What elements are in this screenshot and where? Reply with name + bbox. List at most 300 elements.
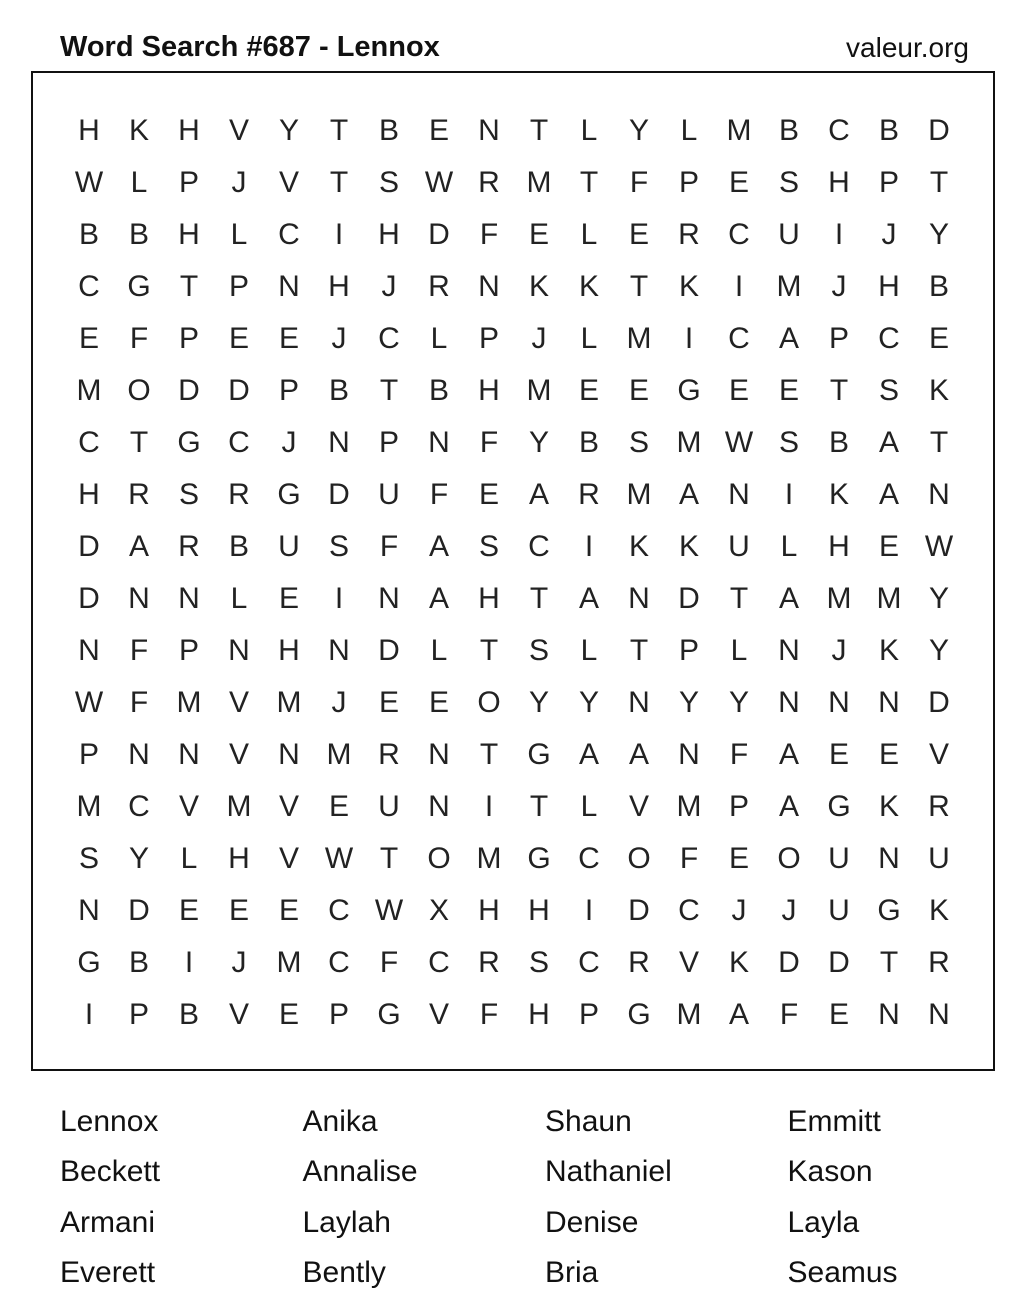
grid-letter[interactable]: J <box>831 634 847 667</box>
grid-letter[interactable]: H <box>478 374 500 407</box>
grid-letter[interactable]: R <box>228 478 250 511</box>
grid-letter[interactable]: S <box>378 166 399 199</box>
grid-letter[interactable]: N <box>178 738 200 771</box>
grid-letter[interactable]: R <box>128 478 150 511</box>
grid-letter[interactable]: C <box>578 946 600 979</box>
grid-letter[interactable]: Y <box>528 426 549 459</box>
grid-letter[interactable]: C <box>278 218 300 251</box>
grid-letter[interactable]: H <box>478 582 500 615</box>
grid-letter[interactable]: F <box>379 530 399 563</box>
grid-letter[interactable]: I <box>684 322 694 355</box>
grid-letter[interactable]: Y <box>928 582 949 615</box>
grid-letter[interactable]: S <box>478 530 499 563</box>
grid-letter[interactable]: S <box>328 530 349 563</box>
grid-letter[interactable]: O <box>477 686 501 719</box>
grid-letter[interactable]: U <box>778 218 800 251</box>
grid-letter[interactable]: B <box>228 530 249 563</box>
grid-letter[interactable]: J <box>531 322 547 355</box>
grid-letter[interactable]: I <box>184 946 194 979</box>
grid-letter[interactable]: A <box>578 738 599 771</box>
grid-letter[interactable]: D <box>928 114 950 147</box>
grid-letter[interactable]: F <box>479 998 499 1031</box>
grid-letter[interactable]: K <box>728 946 749 979</box>
grid-letter[interactable]: A <box>578 582 599 615</box>
grid-letter[interactable]: F <box>779 998 799 1031</box>
grid-letter[interactable]: B <box>378 114 399 147</box>
grid-letter[interactable]: E <box>728 842 749 875</box>
grid-letter[interactable]: E <box>878 738 899 771</box>
grid-letter[interactable]: V <box>928 738 949 771</box>
grid-letter[interactable]: C <box>328 894 350 927</box>
grid-letter[interactable]: E <box>378 686 399 719</box>
grid-letter[interactable]: U <box>828 842 850 875</box>
grid-letter[interactable]: N <box>628 686 650 719</box>
grid-letter[interactable]: T <box>379 842 399 875</box>
grid-letter[interactable]: T <box>879 946 899 979</box>
grid-letter[interactable]: T <box>179 270 199 303</box>
grid-letter[interactable]: V <box>628 790 649 823</box>
grid-letter[interactable]: L <box>730 634 748 667</box>
grid-letter[interactable]: H <box>478 894 500 927</box>
grid-letter[interactable]: T <box>529 114 549 147</box>
grid-letter[interactable]: D <box>678 582 700 615</box>
grid-letter[interactable]: G <box>677 374 701 407</box>
grid-letter[interactable]: C <box>678 894 700 927</box>
grid-letter[interactable]: S <box>78 842 99 875</box>
grid-letter[interactable]: A <box>878 426 899 459</box>
grid-letter[interactable]: E <box>478 478 499 511</box>
grid-letter[interactable]: C <box>128 790 150 823</box>
grid-letter[interactable]: C <box>828 114 850 147</box>
grid-letter[interactable]: H <box>878 270 900 303</box>
grid-letter[interactable]: T <box>579 166 599 199</box>
grid-letter[interactable]: H <box>278 634 300 667</box>
grid-letter[interactable]: C <box>528 530 550 563</box>
grid-letter[interactable]: F <box>129 686 149 719</box>
grid-letter[interactable]: F <box>729 738 749 771</box>
grid-letter[interactable]: N <box>628 582 650 615</box>
grid-letter[interactable]: M <box>626 322 652 355</box>
grid-letter[interactable]: B <box>928 270 949 303</box>
grid-letter[interactable]: L <box>130 166 148 199</box>
grid-letter[interactable]: P <box>178 322 199 355</box>
grid-letter[interactable]: G <box>277 478 301 511</box>
grid-letter[interactable]: D <box>328 478 350 511</box>
grid-letter[interactable]: M <box>676 790 702 823</box>
grid-letter[interactable]: C <box>78 270 100 303</box>
grid-letter[interactable]: E <box>528 218 549 251</box>
grid-letter[interactable]: J <box>281 426 297 459</box>
grid-letter[interactable]: O <box>427 842 451 875</box>
grid-letter[interactable]: N <box>328 634 350 667</box>
grid-letter[interactable]: J <box>231 946 247 979</box>
grid-letter[interactable]: R <box>178 530 200 563</box>
grid-letter[interactable]: R <box>428 270 450 303</box>
grid-letter[interactable]: N <box>928 998 950 1031</box>
grid-letter[interactable]: A <box>628 738 649 771</box>
grid-letter[interactable]: N <box>378 582 400 615</box>
grid-letter[interactable]: K <box>878 634 899 667</box>
grid-letter[interactable]: D <box>828 946 850 979</box>
grid-letter[interactable]: A <box>778 738 799 771</box>
grid-letter[interactable]: J <box>381 270 397 303</box>
grid-letter[interactable]: C <box>728 218 750 251</box>
grid-letter[interactable]: L <box>230 582 248 615</box>
grid-letter[interactable]: V <box>278 790 299 823</box>
grid-letter[interactable]: A <box>528 478 549 511</box>
grid-letter[interactable]: D <box>78 530 100 563</box>
grid-letter[interactable]: L <box>180 842 198 875</box>
grid-letter[interactable]: M <box>776 270 802 303</box>
grid-letter[interactable]: P <box>878 166 899 199</box>
grid-letter[interactable]: W <box>324 842 354 875</box>
grid-letter[interactable]: E <box>728 374 749 407</box>
grid-letter[interactable]: D <box>928 686 950 719</box>
grid-letter[interactable]: N <box>478 114 500 147</box>
grid-letter[interactable]: P <box>578 998 599 1031</box>
grid-letter[interactable]: I <box>334 218 344 251</box>
grid-letter[interactable]: N <box>428 426 450 459</box>
grid-letter[interactable]: K <box>678 270 699 303</box>
grid-letter[interactable]: X <box>428 894 449 927</box>
grid-letter[interactable]: J <box>331 322 347 355</box>
grid-letter[interactable]: A <box>428 582 449 615</box>
grid-letter[interactable]: E <box>228 894 249 927</box>
grid-letter[interactable]: E <box>278 582 299 615</box>
grid-letter[interactable]: K <box>578 270 599 303</box>
grid-letter[interactable]: G <box>877 894 901 927</box>
grid-letter[interactable]: L <box>430 322 448 355</box>
grid-letter[interactable]: H <box>528 894 550 927</box>
grid-letter[interactable]: M <box>276 686 302 719</box>
grid-letter[interactable]: E <box>828 998 849 1031</box>
grid-letter[interactable]: M <box>676 998 702 1031</box>
grid-letter[interactable]: B <box>128 946 149 979</box>
grid-letter[interactable]: H <box>178 218 200 251</box>
grid-letter[interactable]: J <box>331 686 347 719</box>
grid-letter[interactable]: D <box>178 374 200 407</box>
grid-letter[interactable]: N <box>778 634 800 667</box>
grid-letter[interactable]: L <box>580 634 598 667</box>
grid-letter[interactable]: Y <box>528 686 549 719</box>
grid-letter[interactable]: T <box>329 114 349 147</box>
grid-letter[interactable]: J <box>831 270 847 303</box>
grid-letter[interactable]: Y <box>628 114 649 147</box>
grid-letter[interactable]: J <box>231 166 247 199</box>
grid-letter[interactable]: K <box>878 790 899 823</box>
grid-letter[interactable]: H <box>828 166 850 199</box>
grid-letter[interactable]: J <box>881 218 897 251</box>
grid-letter[interactable]: P <box>728 790 749 823</box>
grid-letter[interactable]: I <box>734 270 744 303</box>
grid-letter[interactable]: A <box>428 530 449 563</box>
grid-letter[interactable]: H <box>828 530 850 563</box>
grid-letter[interactable]: E <box>878 530 899 563</box>
grid-letter[interactable]: S <box>778 166 799 199</box>
grid-letter[interactable]: P <box>128 998 149 1031</box>
grid-letter[interactable]: U <box>828 894 850 927</box>
grid-letter[interactable]: B <box>578 426 599 459</box>
grid-letter[interactable]: A <box>778 322 799 355</box>
grid-letter[interactable]: H <box>78 114 100 147</box>
grid-letter[interactable]: W <box>724 426 754 459</box>
grid-letter[interactable]: L <box>230 218 248 251</box>
grid-letter[interactable]: T <box>479 634 499 667</box>
grid-letter[interactable]: Y <box>928 634 949 667</box>
grid-letter[interactable]: M <box>526 374 552 407</box>
grid-letter[interactable]: R <box>378 738 400 771</box>
grid-letter[interactable]: D <box>378 634 400 667</box>
grid-letter[interactable]: U <box>928 842 950 875</box>
grid-letter[interactable]: N <box>928 478 950 511</box>
grid-letter[interactable]: M <box>276 946 302 979</box>
grid-letter[interactable]: D <box>628 894 650 927</box>
grid-letter[interactable]: H <box>78 478 100 511</box>
grid-letter[interactable]: F <box>379 946 399 979</box>
grid-letter[interactable]: M <box>726 114 752 147</box>
grid-letter[interactable]: V <box>228 686 249 719</box>
grid-letter[interactable]: P <box>678 634 699 667</box>
grid-letter[interactable]: C <box>78 426 100 459</box>
grid-letter[interactable]: R <box>628 946 650 979</box>
grid-letter[interactable]: Y <box>578 686 599 719</box>
grid-letter[interactable]: S <box>528 634 549 667</box>
grid-letter[interactable]: G <box>77 946 101 979</box>
grid-letter[interactable]: W <box>74 686 104 719</box>
grid-letter[interactable]: T <box>729 582 749 615</box>
grid-letter[interactable]: N <box>428 790 450 823</box>
grid-letter[interactable]: W <box>424 166 454 199</box>
grid-letter[interactable]: V <box>278 166 299 199</box>
grid-letter[interactable]: E <box>278 322 299 355</box>
grid-letter[interactable]: G <box>127 270 151 303</box>
grid-letter[interactable]: R <box>478 946 500 979</box>
grid-letter[interactable]: A <box>778 582 799 615</box>
grid-letter[interactable]: N <box>278 270 300 303</box>
grid-letter[interactable]: Y <box>678 686 699 719</box>
grid-letter[interactable]: E <box>178 894 199 927</box>
grid-letter[interactable]: U <box>728 530 750 563</box>
grid-letter[interactable]: U <box>278 530 300 563</box>
grid-letter[interactable]: N <box>128 738 150 771</box>
grid-letter[interactable]: K <box>928 894 949 927</box>
grid-letter[interactable]: M <box>76 790 102 823</box>
grid-letter[interactable]: C <box>378 322 400 355</box>
grid-letter[interactable]: M <box>526 166 552 199</box>
grid-letter[interactable]: L <box>580 322 598 355</box>
grid-letter[interactable]: C <box>878 322 900 355</box>
grid-letter[interactable]: I <box>334 582 344 615</box>
grid-letter[interactable]: Y <box>728 686 749 719</box>
grid-letter[interactable]: I <box>484 790 494 823</box>
grid-letter[interactable]: S <box>628 426 649 459</box>
grid-letter[interactable]: D <box>228 374 250 407</box>
grid-letter[interactable]: E <box>778 374 799 407</box>
grid-letter[interactable]: P <box>678 166 699 199</box>
grid-letter[interactable]: B <box>778 114 799 147</box>
grid-letter[interactable]: V <box>228 114 249 147</box>
grid-letter[interactable]: M <box>476 842 502 875</box>
grid-letter[interactable]: G <box>827 790 851 823</box>
grid-letter[interactable]: T <box>629 270 649 303</box>
grid-letter[interactable]: T <box>829 374 849 407</box>
grid-letter[interactable]: R <box>928 790 950 823</box>
grid-letter[interactable]: J <box>781 894 797 927</box>
grid-letter[interactable]: H <box>178 114 200 147</box>
grid-letter[interactable]: A <box>878 478 899 511</box>
grid-letter[interactable]: Y <box>278 114 299 147</box>
grid-letter[interactable]: G <box>527 842 551 875</box>
grid-letter[interactable]: N <box>878 998 900 1031</box>
grid-letter[interactable]: M <box>76 374 102 407</box>
grid-letter[interactable]: H <box>378 218 400 251</box>
grid-letter[interactable]: E <box>78 322 99 355</box>
grid-letter[interactable]: T <box>529 582 549 615</box>
grid-letter[interactable]: N <box>428 738 450 771</box>
grid-letter[interactable]: C <box>428 946 450 979</box>
grid-letter[interactable]: S <box>528 946 549 979</box>
grid-letter[interactable]: V <box>428 998 449 1031</box>
grid-letter[interactable]: E <box>278 894 299 927</box>
grid-letter[interactable]: O <box>777 842 801 875</box>
grid-letter[interactable]: L <box>580 218 598 251</box>
grid-letter[interactable]: B <box>328 374 349 407</box>
grid-letter[interactable]: K <box>628 530 649 563</box>
grid-letter[interactable]: G <box>527 738 551 771</box>
grid-letter[interactable]: C <box>228 426 250 459</box>
grid-letter[interactable]: N <box>828 686 850 719</box>
grid-letter[interactable]: T <box>929 166 949 199</box>
grid-letter[interactable]: E <box>428 114 449 147</box>
grid-letter[interactable]: M <box>326 738 352 771</box>
grid-letter[interactable]: U <box>378 790 400 823</box>
grid-letter[interactable]: I <box>84 998 94 1031</box>
grid-letter[interactable]: G <box>377 998 401 1031</box>
grid-letter[interactable]: P <box>378 426 399 459</box>
grid-letter[interactable]: M <box>626 478 652 511</box>
grid-letter[interactable]: I <box>834 218 844 251</box>
grid-letter[interactable]: R <box>678 218 700 251</box>
grid-letter[interactable]: N <box>278 738 300 771</box>
grid-letter[interactable]: N <box>878 842 900 875</box>
grid-letter[interactable]: B <box>178 998 199 1031</box>
grid-letter[interactable]: S <box>778 426 799 459</box>
grid-letter[interactable]: Y <box>928 218 949 251</box>
grid-letter[interactable]: K <box>828 478 849 511</box>
grid-letter[interactable]: C <box>578 842 600 875</box>
grid-letter[interactable]: T <box>129 426 149 459</box>
grid-letter[interactable]: E <box>728 166 749 199</box>
grid-letter[interactable]: I <box>584 530 594 563</box>
grid-letter[interactable]: L <box>780 530 798 563</box>
grid-letter[interactable]: N <box>328 426 350 459</box>
grid-letter[interactable]: A <box>778 790 799 823</box>
grid-letter[interactable]: L <box>580 790 598 823</box>
grid-letter[interactable]: R <box>578 478 600 511</box>
grid-letter[interactable]: K <box>678 530 699 563</box>
grid-letter[interactable]: F <box>629 166 649 199</box>
grid-letter[interactable]: P <box>178 634 199 667</box>
grid-letter[interactable]: H <box>528 998 550 1031</box>
grid-letter[interactable]: P <box>828 322 849 355</box>
grid-letter[interactable]: U <box>378 478 400 511</box>
grid-letter[interactable]: D <box>78 582 100 615</box>
grid-letter[interactable]: E <box>628 218 649 251</box>
grid-letter[interactable]: N <box>78 634 100 667</box>
grid-letter[interactable]: S <box>178 478 199 511</box>
grid-letter[interactable]: W <box>924 530 954 563</box>
grid-letter[interactable]: L <box>680 114 698 147</box>
grid-letter[interactable]: P <box>328 998 349 1031</box>
grid-letter[interactable]: T <box>329 166 349 199</box>
grid-letter[interactable]: L <box>580 114 598 147</box>
grid-letter[interactable]: I <box>784 478 794 511</box>
grid-letter[interactable]: H <box>328 270 350 303</box>
grid-letter[interactable]: F <box>129 322 149 355</box>
grid-letter[interactable]: Y <box>128 842 149 875</box>
grid-letter[interactable]: E <box>328 790 349 823</box>
grid-letter[interactable]: M <box>176 686 202 719</box>
grid-letter[interactable]: G <box>627 998 651 1031</box>
grid-letter[interactable]: N <box>728 478 750 511</box>
grid-letter[interactable]: V <box>228 738 249 771</box>
grid-letter[interactable]: E <box>928 322 949 355</box>
grid-letter[interactable]: F <box>429 478 449 511</box>
grid-letter[interactable]: P <box>478 322 499 355</box>
grid-letter[interactable]: B <box>428 374 449 407</box>
grid-letter[interactable]: R <box>478 166 500 199</box>
grid-letter[interactable]: V <box>678 946 699 979</box>
grid-letter[interactable]: O <box>627 842 651 875</box>
grid-letter[interactable]: F <box>479 426 499 459</box>
grid-letter[interactable]: C <box>728 322 750 355</box>
grid-letter[interactable]: P <box>78 738 99 771</box>
grid-letter[interactable]: C <box>328 946 350 979</box>
grid-letter[interactable]: B <box>828 426 849 459</box>
grid-letter[interactable]: M <box>226 790 252 823</box>
grid-letter[interactable]: K <box>528 270 549 303</box>
grid-letter[interactable]: L <box>430 634 448 667</box>
grid-letter[interactable]: A <box>678 478 699 511</box>
grid-letter[interactable]: G <box>177 426 201 459</box>
grid-letter[interactable]: T <box>629 634 649 667</box>
grid-letter[interactable]: B <box>128 218 149 251</box>
grid-letter[interactable]: N <box>78 894 100 927</box>
grid-letter[interactable]: F <box>479 218 499 251</box>
grid-letter[interactable]: W <box>374 894 404 927</box>
grid-letter[interactable]: M <box>876 582 902 615</box>
grid-letter[interactable]: K <box>928 374 949 407</box>
grid-letter[interactable]: D <box>778 946 800 979</box>
grid-letter[interactable]: T <box>929 426 949 459</box>
grid-letter[interactable]: V <box>278 842 299 875</box>
grid-letter[interactable]: O <box>127 374 151 407</box>
grid-letter[interactable]: E <box>628 374 649 407</box>
grid-letter[interactable]: B <box>878 114 899 147</box>
grid-letter[interactable]: K <box>128 114 149 147</box>
grid-letter[interactable]: T <box>479 738 499 771</box>
grid-letter[interactable]: F <box>129 634 149 667</box>
grid-letter[interactable]: E <box>828 738 849 771</box>
grid-letter[interactable]: W <box>74 166 104 199</box>
grid-letter[interactable]: B <box>78 218 99 251</box>
grid-letter[interactable]: N <box>228 634 250 667</box>
grid-letter[interactable]: N <box>678 738 700 771</box>
grid-letter[interactable]: I <box>584 894 594 927</box>
grid-letter[interactable]: E <box>278 998 299 1031</box>
grid-letter[interactable]: M <box>676 426 702 459</box>
grid-letter[interactable]: N <box>128 582 150 615</box>
